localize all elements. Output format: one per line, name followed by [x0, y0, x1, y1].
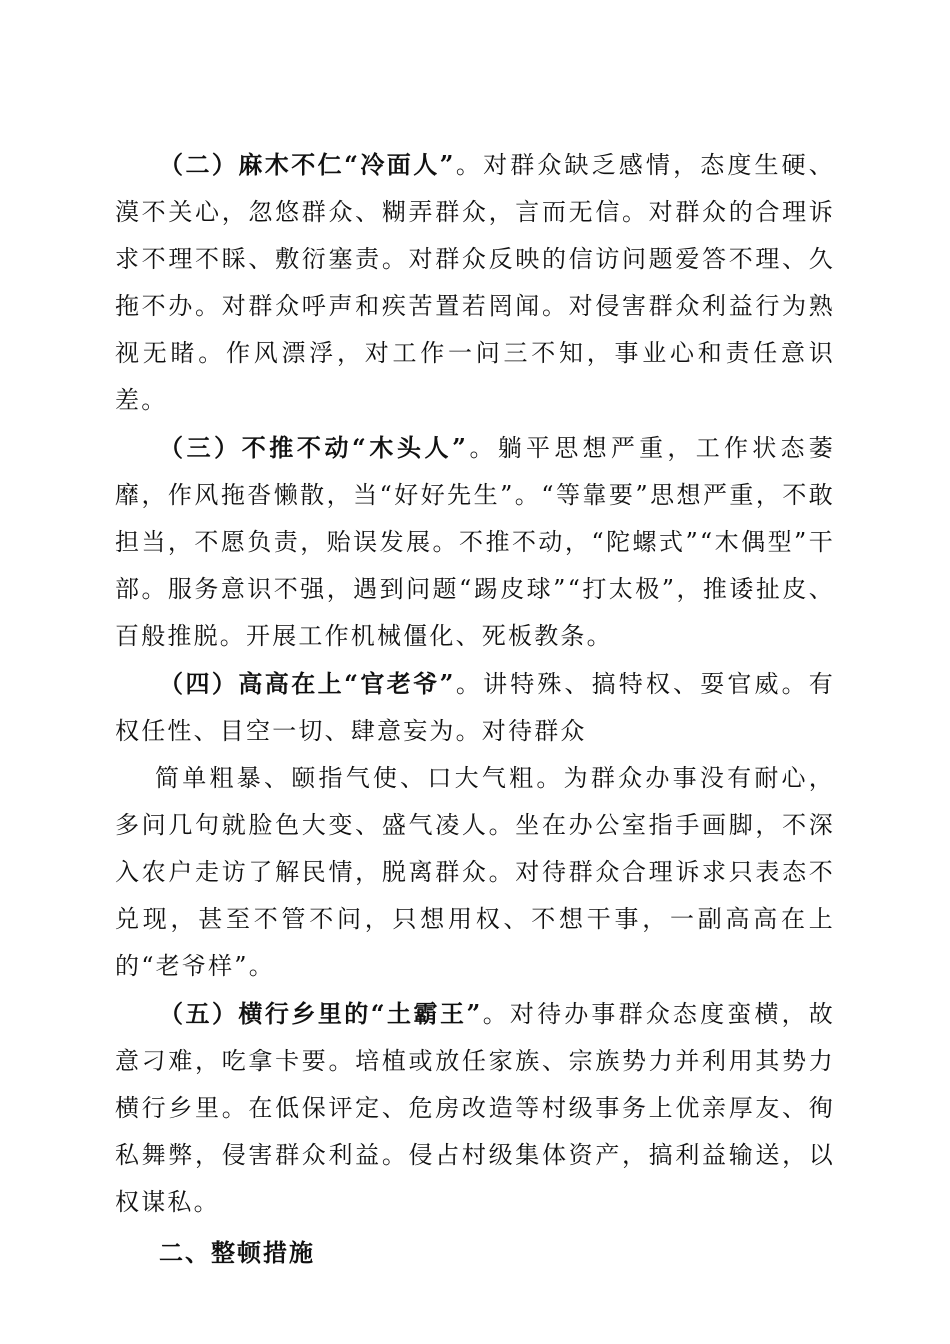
paragraph-lead: （四）高高在上“官老爷”	[159, 669, 455, 698]
paragraph-text: 。讲特殊、搞特权、耍官威。有权任性、目空一切、肆意妄为。对待群众	[115, 670, 835, 745]
paragraph-wooden-head	[115, 424, 835, 660]
section-heading: 二、整顿措施	[159, 1239, 315, 1267]
paragraph-local-tyrant	[115, 990, 835, 1226]
paragraph-lead: （三）不推不动“木头人”	[159, 433, 468, 462]
paragraph-text: 。躺平思想严重，工作状态萎靡，作风拖沓懒散，当“好好先生”。“等靠要”思想严重，不敢担当，不愿负责，贻误发展。不推不动，“陀螺式”“木偶型”干部。服务意识不强，遇到问题“踢皮球”“打太极”，推诿扯皮、百般推脱。开展工作机械僵化、死板教条。	[115, 434, 836, 650]
paragraph-official-master	[115, 660, 835, 755]
paragraph-continuation: 简单粗暴、颐指气使、口大气粗。为群众办事没有耐心，多问几句就脸色大变、盛气凌人。坐在办公室指手画脚，不深入农户走访了解民情，脱离群众。对待群众合理诉求只表态不兑现，甚至不管不问，只想用权、不想干事，一副高高在上的“老爷样”。	[115, 764, 835, 980]
paragraph-lead: （二）麻木不仁“冷面人”	[159, 150, 455, 179]
document-body	[115, 141, 835, 1277]
paragraph-text: 。对待办事群众态度蛮横，故意刁难，吃拿卡要。培植或放任家族、宗族势力并利用其势力横行乡里。在低保评定、危房改造等村级事务上优亲厚友、徇私舞弊，侵害群众利益。侵占村级集体资产，搞利益输送，以权谋私。	[115, 1000, 835, 1216]
paragraph-lead: （五）横行乡里的“土霸王”	[159, 999, 482, 1028]
paragraph-cold-face	[115, 141, 835, 424]
paragraph-text: 。对群众缺乏感情，态度生硬、漠不关心，忽悠群众、糊弄群众，言而无信。对群众的合理诉求不理不睬、敷衍塞责。对群众反映的信访问题爱答不理、久拖不办。对群众呼声和疾苦置若罔闻。对侵害群众利益行为熟视无睹。作风漂浮，对工作一问三不知，事业心和责任意识差。	[115, 151, 835, 414]
